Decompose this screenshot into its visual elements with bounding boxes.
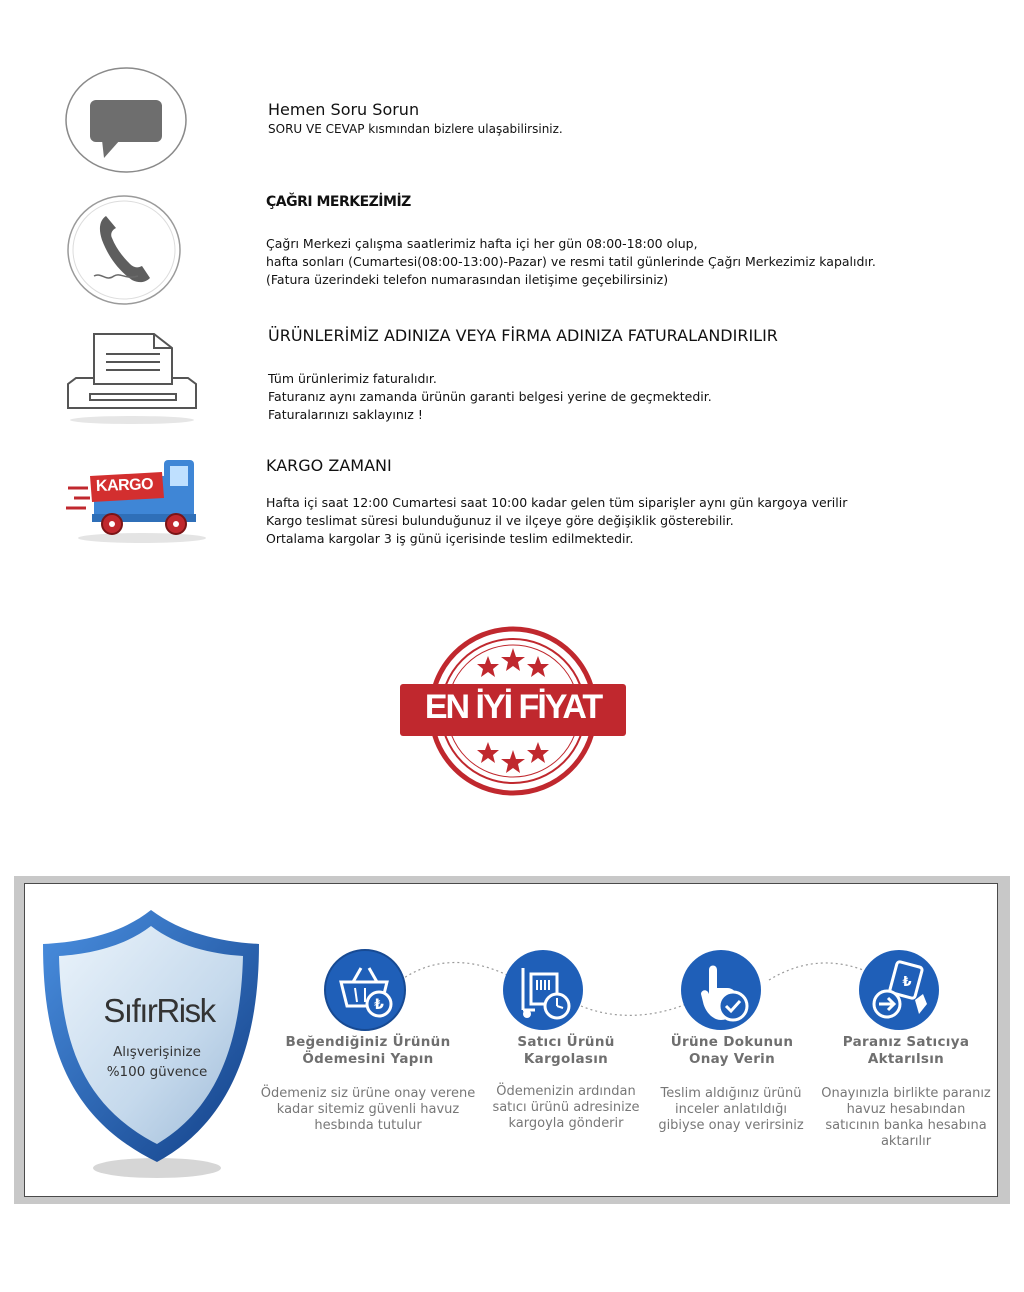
step-2-title-2: Kargolasın — [523, 1051, 609, 1067]
phone-icon — [66, 194, 182, 306]
shield-line-1: Alışverişinize — [113, 1044, 201, 1060]
package-clock-icon — [501, 948, 585, 1032]
printer-icon — [62, 328, 202, 424]
invoice-title: ÜRÜNLERİMİZ ADINIZA VEYA FİRMA ADINIZA FATURALANDIRILIR — [268, 326, 778, 345]
ask-title: Hemen Soru Sorun — [268, 100, 420, 119]
stamp-stars-top-icon — [477, 648, 549, 677]
step-4-desc-4: aktarılır — [880, 1134, 932, 1149]
step-3-desc-2: inceler anlatıldığı — [675, 1102, 787, 1117]
touch-approve-icon — [679, 948, 763, 1032]
step-1-title-1: Beğendiğiniz Ürünün — [285, 1034, 451, 1050]
svg-text:₺: ₺ — [902, 975, 912, 990]
cargo-text-2: Kargo teslimat süresi bulunduğunuz il ve ilçeye göre değişiklik gösterebilir. — [266, 513, 734, 528]
invoice-text-1: Tüm ürünlerimiz faturalıdır. — [268, 371, 437, 386]
stamp-text: EN İYİ FİYAT — [424, 688, 602, 726]
sifirrisk-panel — [14, 876, 1010, 1204]
callcenter-text-1: Çağrı Merkezi çalışma saatlerimiz hafta içi her gün 08:00-18:00 olup, — [266, 236, 698, 251]
step-2-desc-2: satıcı ürünü adresinize — [492, 1100, 640, 1115]
cargo-text-3: Ortalama kargolar 3 iş günü içerisinde teslim edilmektedir. — [266, 531, 634, 546]
stamp-stars-bottom-icon — [477, 742, 549, 773]
ask-text: SORU VE CEVAP kısmından bizlere ulaşabilirsiniz. — [268, 122, 563, 136]
cargo-truck-label: KARGO — [95, 476, 154, 495]
shield-line-2: %100 güvence — [106, 1064, 208, 1080]
shopping-basket-icon — [323, 948, 407, 1032]
invoice-text-3: Faturalarınızı saklayınız ! — [268, 407, 423, 422]
callcenter-text-3: (Fatura üzerindeki telefon numarasından iletişime geçebilirsiniz) — [266, 272, 669, 287]
cargo-text-1: Hafta içi saat 12:00 Cumartesi saat 10:00 kadar gelen tüm siparişler aynı gün kargoya verilir — [266, 495, 848, 510]
step-4-desc-3: satıcının banka hesabına — [825, 1118, 987, 1133]
step-4-title-1: Paranız Satıcıya — [842, 1034, 970, 1050]
invoice-text-2: Faturanız aynı zamanda ürünün garanti belgesi yerine de geçmektedir. — [268, 389, 712, 404]
chat-bubble-icon — [64, 66, 188, 174]
money-transfer-icon — [857, 948, 941, 1032]
step-3-title-2: Onay Verin — [688, 1051, 776, 1067]
step-3-desc-3: gibiyse onay verirsiniz — [658, 1118, 804, 1133]
shield-title: SıfırRisk — [103, 992, 215, 1029]
step-1-title-2: Ödemesini Yapın — [302, 1051, 434, 1067]
step-4-title-2: Aktarılsın — [867, 1051, 945, 1067]
step-3-title-1: Ürüne Dokunun — [670, 1034, 794, 1050]
step-4-desc-1: Onayınızla birlikte paranız — [821, 1086, 991, 1101]
step-1-desc-1: Ödemeniz siz ürüne onay verene — [260, 1086, 476, 1101]
svg-text:₺: ₺ — [374, 997, 384, 1013]
callcenter-text-2: hafta sonları (Cumartesi(08:00-13:00)-Pazar) ve resmi tatil günlerinde Çağrı Merkezimiz kapalıdır. — [266, 254, 876, 269]
step-1-desc-3: hesbında tutulur — [314, 1118, 422, 1133]
cargo-truck-icon — [64, 454, 210, 546]
cargo-title: KARGO ZAMANI — [266, 456, 392, 475]
step-1-desc-2: kadar sitemiz güvenli havuz — [276, 1102, 460, 1117]
step-2-desc-3: kargoyla gönderir — [508, 1116, 624, 1131]
sifirrisk-panel-inner — [24, 883, 998, 1197]
step-3-desc-1: Teslim aldığınız ürünü — [660, 1086, 802, 1101]
step-2-desc-1: Ödemenizin ardından — [496, 1084, 636, 1099]
step-4-desc-2: havuz hesabından — [846, 1102, 966, 1117]
step-2-title-1: Satıcı Ürünü — [517, 1034, 615, 1050]
callcenter-title: ÇAĞRI MERKEZİMİZ — [266, 194, 411, 210]
